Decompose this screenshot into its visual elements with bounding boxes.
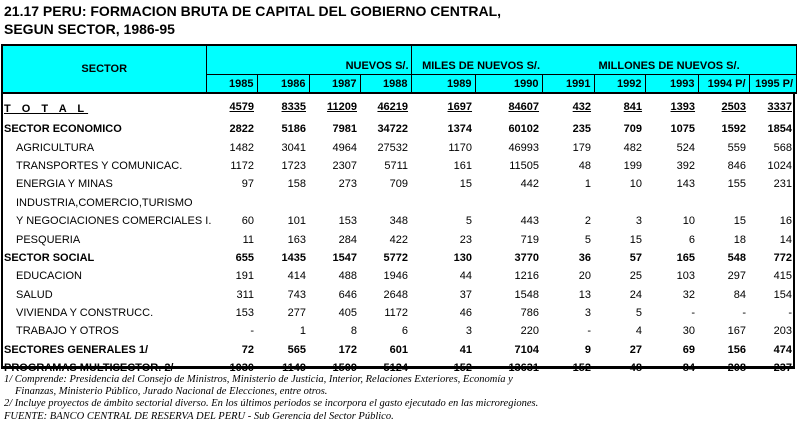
cell-value: 152 (572, 362, 592, 375)
cell-value: 1170 (448, 141, 473, 154)
cell-value: 1697 (447, 101, 473, 113)
cell-value: 1435 (281, 251, 306, 264)
cell-value: 161 (453, 159, 473, 172)
cell-value: 1548 (514, 288, 540, 301)
cell-value (749, 194, 797, 212)
cell-value: 48 (629, 362, 643, 375)
cell-value: 1592 (721, 123, 747, 136)
cell-value: 15 (629, 233, 643, 246)
cell-value: 11209 (327, 101, 357, 113)
row-label: EDUCACION (16, 270, 83, 283)
footnote-2: 2/ Incluye proyectos de ámbito sectorial diverso. En los últimos periodos se incorpora el gasto ejecutado en las microregiones. (4, 398, 539, 410)
cell-value: 97 (241, 178, 254, 191)
cell-value (360, 194, 411, 212)
cell-value: 5 (465, 215, 473, 228)
cell-value: 16 (779, 215, 793, 228)
cell-value: 5 (635, 307, 643, 320)
cell-value: 1946 (383, 270, 409, 283)
cell-value: 1030 (229, 362, 254, 375)
cell-value: 443 (520, 215, 540, 228)
group-header-nuevos: NUEVOS S/. (206, 45, 411, 75)
cell-value: 155 (727, 178, 747, 191)
cell-value: 46 (459, 307, 473, 320)
cell-value: 60102 (508, 123, 540, 136)
cell-value: 23 (459, 233, 473, 246)
cell-value: 156 (727, 343, 747, 356)
cell-value: 1854 (767, 123, 793, 136)
cell-value (645, 194, 698, 212)
cell-value: 235 (572, 123, 592, 136)
cell-value: 284 (338, 233, 357, 246)
table-row (2, 157, 797, 175)
cell-value: 208 (727, 362, 747, 375)
cell-value: 5186 (281, 123, 306, 136)
cell-value: 18 (733, 233, 747, 246)
year-header: 1989 (411, 75, 475, 94)
cell-value: - (587, 325, 592, 338)
cell-value: 7981 (332, 123, 357, 136)
year-header: 1990 (475, 75, 542, 94)
table-row (2, 322, 797, 340)
cell-value: 548 (727, 251, 747, 264)
cell-value: 41 (459, 343, 473, 356)
cell-value: 846 (727, 159, 747, 172)
source-note: FUENTE: BANCO CENTRAL DE RESERVA DEL PERU - Sub Gerencia del Sector Público. (4, 410, 394, 422)
cell-value: 179 (572, 141, 592, 154)
cell-value: - (788, 307, 793, 320)
row-label: T O T A L (4, 103, 89, 115)
cell-value: 5124 (383, 362, 409, 375)
cell-value: 1482 (229, 141, 254, 154)
cell-value: 84607 (508, 101, 540, 113)
cell-value: 3 (584, 307, 592, 320)
cell-value: 1172 (230, 159, 254, 172)
cell-value: 488 (338, 270, 357, 283)
cell-value: 786 (520, 307, 540, 320)
cell-value: 2307 (332, 159, 357, 172)
cell-value: 152 (453, 362, 473, 375)
year-header: 1995 P/ (749, 75, 797, 94)
header-group-row (2, 45, 797, 75)
cell-value: 4579 (229, 101, 254, 113)
cell-value: 3 (635, 215, 643, 228)
cell-value: 84 (733, 288, 747, 301)
cell-value: 772 (773, 251, 793, 264)
row-label: VIVIENDA Y CONSTRUCC. (16, 307, 154, 320)
cell-value: 1 (584, 178, 592, 191)
cell-value: 432 (572, 101, 592, 113)
cell-value: 405 (338, 307, 357, 320)
row-label: TRABAJO Y OTROS (16, 325, 119, 338)
cell-value: 414 (287, 270, 306, 283)
cell-value (542, 194, 594, 212)
cell-value: 474 (773, 343, 793, 356)
row-label: AGRICULTURA (16, 141, 95, 154)
cell-value: 415 (773, 270, 793, 283)
capital-formation-table (1, 44, 797, 377)
cell-value: 25 (629, 270, 643, 283)
table-title-line-1: 21.17 PERU: FORMACION BRUTA DE CAPITAL DEL GOBIERNO CENTRAL, (4, 3, 502, 19)
cell-value: 311 (236, 288, 254, 301)
cell-value: 44 (459, 270, 473, 283)
cell-value: 72 (241, 343, 254, 356)
cell-value: 3041 (281, 141, 306, 154)
cell-value: 153 (338, 215, 357, 228)
cell-value: 1374 (447, 123, 473, 136)
table-row (2, 194, 797, 212)
cell-value (411, 194, 475, 212)
cell-value: 15 (733, 215, 747, 228)
row-label: INDUSTRIA,COMERCIO,TURISMO (16, 196, 193, 209)
table-row (2, 120, 797, 138)
cell-value: 2648 (383, 288, 409, 301)
cell-value: 1024 (767, 159, 793, 172)
cell-value: 8 (350, 325, 357, 338)
cell-value: 5 (584, 233, 592, 246)
cell-value: 719 (520, 233, 540, 246)
cell-value: 442 (520, 178, 540, 191)
cell-value (475, 194, 542, 212)
cell-value: 84 (682, 362, 696, 375)
cell-value: 24 (629, 288, 643, 301)
cell-value: 6 (401, 325, 409, 338)
cell-value: 2822 (229, 123, 254, 136)
footnote-1: 1/ Comprende: Presidencia del Consejo de Ministros, Ministerio de Justicia, Interior, Relaciones Exteriores, Economía y (4, 374, 513, 385)
cell-value: 237 (773, 362, 793, 375)
cell-value: 709 (623, 123, 643, 136)
group-header-miles: MILES DE NUEVOS S/. (411, 45, 542, 75)
cell-value: 297 (727, 270, 747, 283)
year-header: 1992 (594, 75, 645, 94)
footnote-1-continued: Finanzas, Ministerio Público, Jurado Nacional de Elecciones, entre otros. (15, 386, 328, 398)
cell-value: 130 (453, 251, 473, 264)
cell-value: 220 (520, 325, 540, 338)
cell-value: 103 (676, 270, 696, 283)
cell-value: 20 (578, 270, 592, 283)
cell-value: 1149 (282, 362, 306, 375)
cell-value: 1216 (514, 270, 540, 283)
cell-value: 4964 (332, 141, 357, 154)
cell-value: 158 (287, 178, 306, 191)
row-label: SECTORES GENERALES 1/ (4, 343, 149, 356)
cell-value: 165 (676, 251, 696, 264)
cell-value: 60 (241, 215, 254, 228)
cell-value: 9 (584, 343, 592, 356)
year-header: 1987 (309, 75, 360, 94)
cell-value: 1393 (670, 101, 696, 113)
table-row (2, 304, 797, 322)
cell-value (594, 194, 645, 212)
cell-value: 199 (623, 159, 643, 172)
cell-value: 1509 (332, 362, 357, 375)
cell-value: 3 (465, 325, 473, 338)
cell-value: 348 (389, 215, 409, 228)
row-label: SALUD (16, 288, 53, 301)
cell-value: 30 (682, 325, 696, 338)
cell-value: 48 (578, 159, 592, 172)
cell-value: 46219 (377, 101, 409, 113)
cell-value: 10 (682, 215, 696, 228)
cell-value: 646 (338, 288, 357, 301)
year-header: 1988 (360, 75, 411, 94)
cell-value (206, 194, 257, 212)
cell-value: 1075 (670, 123, 696, 136)
cell-value: 11 (242, 233, 254, 246)
cell-value: 1723 (281, 159, 306, 172)
table-row (2, 341, 797, 359)
cell-value: 482 (623, 141, 643, 154)
cell-value: 167 (727, 325, 747, 338)
table-row (2, 93, 797, 120)
table-row (2, 175, 797, 193)
cell-value: 2 (584, 215, 592, 228)
cell-value: 559 (727, 141, 747, 154)
cell-value: - (250, 325, 254, 338)
year-header: 1986 (257, 75, 309, 94)
cell-value: 655 (235, 251, 254, 264)
cell-value: 568 (773, 141, 793, 154)
cell-value: 601 (389, 343, 409, 356)
cell-value: 36 (578, 251, 592, 264)
cell-value: 2503 (721, 101, 747, 113)
row-label: PESQUERIA (16, 233, 81, 246)
cell-value: 3337 (767, 101, 793, 113)
cell-value: 172 (338, 343, 357, 356)
table-row (2, 138, 797, 156)
cell-value: 15 (459, 178, 473, 191)
cell-value: 57 (629, 251, 643, 264)
cell-value: 1172 (384, 307, 409, 320)
row-label: SECTOR SOCIAL (4, 251, 95, 264)
cell-value: 32 (682, 288, 696, 301)
cell-value: 5711 (384, 159, 409, 172)
cell-value: 13 (578, 288, 592, 301)
year-header: 1985 (206, 75, 257, 94)
table-row (2, 267, 797, 285)
cell-value: 3770 (514, 251, 540, 264)
cell-value: 4 (635, 325, 643, 338)
cell-value: 1 (299, 325, 306, 338)
row-label: PROGRAMAS MULTISECTOR. 2/ (4, 362, 174, 375)
cell-value: 46993 (508, 141, 540, 154)
cell-value: 11505 (509, 159, 540, 172)
cell-value: 191 (235, 270, 254, 283)
cell-value: 6 (688, 233, 696, 246)
table-row (2, 230, 797, 248)
cell-value: - (691, 307, 696, 320)
cell-value: 143 (676, 178, 696, 191)
cell-value: 10 (629, 178, 643, 191)
cell-value: 27 (629, 343, 643, 356)
cell-value: 34722 (377, 123, 409, 136)
cell-value: 203 (773, 325, 793, 338)
cell-value: 154 (773, 288, 793, 301)
year-header: 1993 (645, 75, 698, 94)
row-label: TRANSPORTES Y COMUNICAC. (16, 159, 183, 172)
cell-value: 524 (676, 141, 696, 154)
row-label: ENERGIA Y MINAS (16, 178, 113, 191)
group-header-millones: MILLONES DE NUEVOS S/. (542, 45, 797, 75)
cell-value: 7104 (514, 343, 540, 356)
cell-value (309, 194, 360, 212)
cell-value: 13631 (508, 362, 540, 375)
cell-value: 392 (676, 159, 696, 172)
cell-value: 709 (389, 178, 409, 191)
cell-value: 69 (682, 343, 696, 356)
cell-value: 231 (773, 178, 793, 191)
table-row (2, 212, 797, 230)
table-title-line-2: SEGUN SECTOR, 1986-95 (4, 21, 175, 37)
footnotes (4, 374, 538, 423)
row-label: Y NEGOCIACIONES COMERCIALES I. (16, 215, 212, 228)
year-header: 1991 (542, 75, 594, 94)
cell-value: 37 (459, 288, 473, 301)
cell-value: 5772 (383, 251, 409, 264)
table-row (2, 249, 797, 267)
cell-value: 422 (389, 233, 409, 246)
cell-value: 8335 (281, 101, 306, 113)
cell-value: 1547 (332, 251, 357, 264)
cell-value: 153 (235, 307, 254, 320)
table-row (2, 286, 797, 304)
cell-value: 841 (623, 101, 643, 113)
cell-value: 273 (338, 178, 357, 191)
year-header: 1994 P/ (698, 75, 749, 94)
cell-value (257, 194, 309, 212)
cell-value: 163 (287, 233, 306, 246)
sector-header: SECTOR (2, 45, 206, 93)
cell-value: 743 (287, 288, 306, 301)
cell-value: 277 (287, 307, 306, 320)
cell-value: 565 (287, 343, 306, 356)
cell-value: - (742, 307, 747, 320)
cell-value: 27532 (377, 141, 409, 154)
row-label: SECTOR ECONOMICO (4, 123, 122, 136)
cell-value (698, 194, 749, 212)
cell-value: 14 (779, 233, 793, 246)
cell-value: 101 (287, 215, 306, 228)
